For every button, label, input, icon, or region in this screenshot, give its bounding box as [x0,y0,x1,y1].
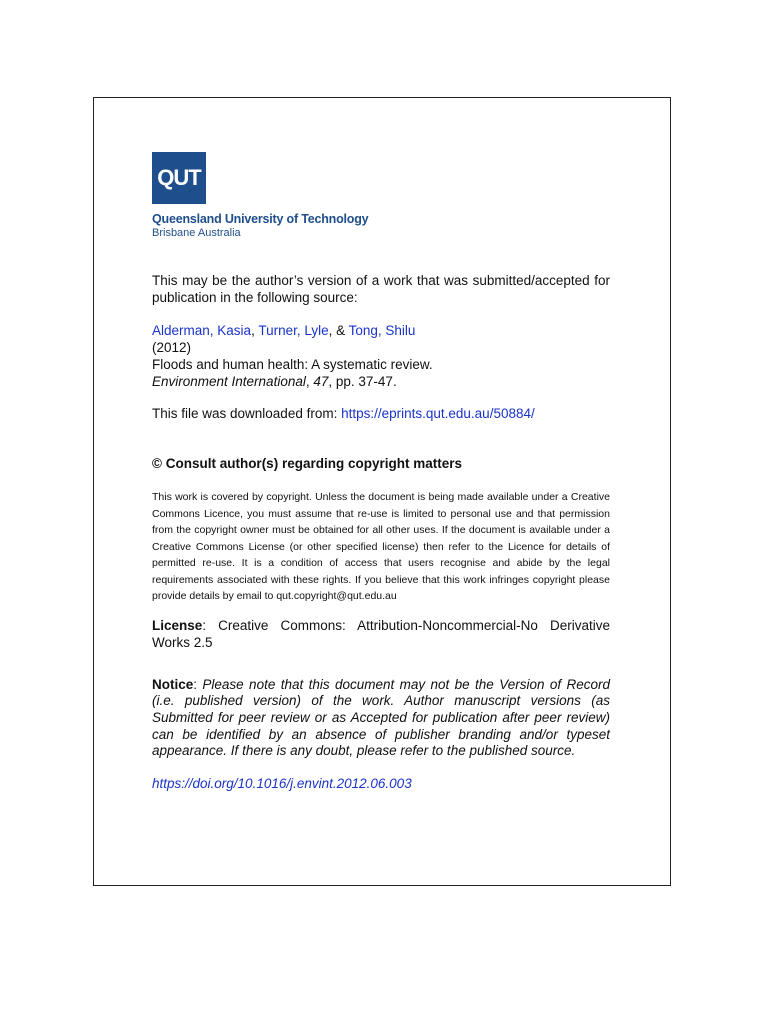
author-link-alderman[interactable]: Alderman, Kasia [152,323,252,338]
cover-page-frame [93,97,671,886]
author-separator: , [251,323,259,338]
cover-content [152,152,610,791]
doi-link[interactable]: https://doi.org/10.1016/j.envint.2012.06.003 [152,776,412,792]
university-location: Brisbane Australia [152,227,241,239]
license-label: License [152,617,203,633]
notice-text: Please note that this document may not be the Version of Record (i.e. published version) of the work. Author manuscript versions (as Submitted for peer review or as Accepted for publication after peer review) can be identified by an absence of publisher branding and/or typeset appearance. If there is any doubt, please refer to the published source. [152,676,610,759]
author-link-tong[interactable]: Tong, Shilu [348,323,416,338]
author-link-turner[interactable]: Turner, Lyle [258,323,329,338]
intro-text: This may be the author’s version of a work that was submitted/accepted for publication in the following source: [152,273,610,305]
copyright-body: This work is covered by copyright. Unless the document is being made available under a Creative Commons Licence, you must assume that re-use is limited to personal use and that permission from the copyright owner must be obtained for all other uses. If the document is available under a Creative Commons License (or other specified license) then refer to the Licence for details of permitted re-use. It is a condition of access that users recognise and abide by the legal requirements associated with these rights. If you believe that this work infringes copyright please provide details by email to qut.copyright@qut.edu.au [152,491,610,602]
journal-name: Environment International [152,374,306,389]
qut-logo-mark: QUT [152,152,206,204]
qut-logo [152,152,610,239]
journal-volume: 47 [313,374,329,389]
notice-statement: Notice: Please note that this document may not be the Version of Record (i.e. published version) of the work. Author manuscript versions (as Submitted for peer review or as Accepted for publication after peer review) can be identified by an absence of publisher branding and/or typeset appearance. If there is any doubt, please refer to the published source. [152,676,610,759]
university-name: Queensland University of Technology [152,212,369,226]
citation [152,322,610,390]
author-separator: , & [328,323,349,338]
notice-label: Notice [152,676,194,692]
download-label: This file was downloaded from: [152,406,342,421]
journal-pages: , pp. 37-47. [328,374,397,389]
download-source [152,405,610,422]
citation-year: (2012) [152,340,192,355]
license-statement: License: Creative Commons: Attribution-Noncommercial-No Derivative Works 2.5 [152,617,610,650]
citation-source: Environment International, 47, pp. 37-47. [152,374,397,389]
author-list [152,322,610,339]
license-text: Creative Commons: Attribution-Noncommercial-No Derivative Works 2.5 [152,617,610,650]
eprints-link[interactable]: https://eprints.qut.edu.au/50884/ [341,406,535,421]
citation-title: Floods and human health: A systematic review. [152,357,433,372]
doi-line [152,776,610,791]
copyright-heading: © Consult author(s) regarding copyright matters [152,456,462,471]
